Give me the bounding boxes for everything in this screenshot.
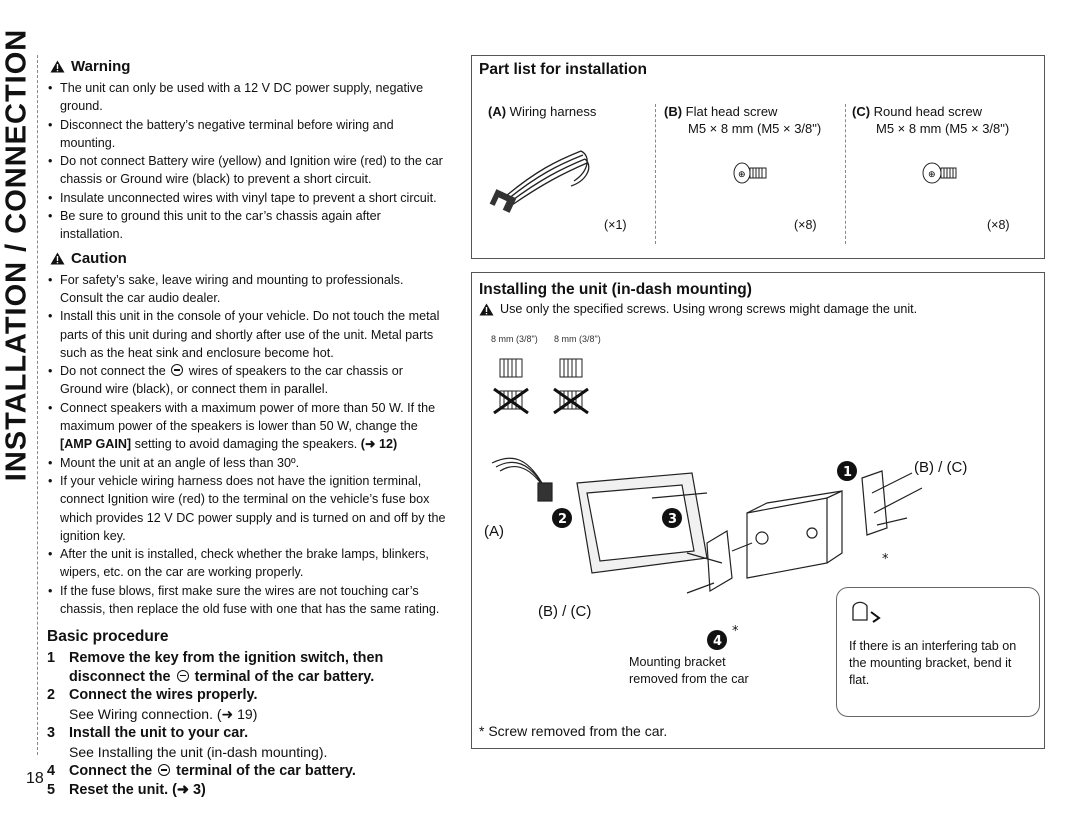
caution-icon bbox=[50, 252, 65, 265]
step-4: 4 Connect the terminal of the car battery. bbox=[47, 763, 356, 780]
list-item: • Mount the unit at an angle of less than 30º. bbox=[47, 454, 447, 472]
list-item: • Disconnect the battery’s negative terminal before wiring and mounting. bbox=[47, 116, 447, 153]
install-box bbox=[471, 272, 1045, 749]
warning-list bbox=[47, 79, 447, 244]
minus-terminal-icon bbox=[171, 364, 183, 376]
bracket-caption: Mounting bracket removed from the car bbox=[629, 655, 749, 686]
list-item: • If the fuse blows, first make sure the wires are not touching car’s chassis, then replace the old fuse with one that has the same rating. bbox=[47, 582, 447, 619]
step-3: 3 Install the unit to your car. See Installing the unit (in-dash mounting). bbox=[47, 725, 328, 760]
part-c: (C) Round head screw M5 × 8 mm (M5 × 3/8") bbox=[852, 104, 1010, 136]
svg-text:⊕: ⊕ bbox=[928, 170, 936, 180]
step-marker: 3 bbox=[668, 512, 678, 527]
divider bbox=[655, 104, 656, 244]
part-b: (B) Flat head screw M5 × 8 mm (M5 × 3/8") bbox=[664, 104, 822, 136]
step-5: 5 Reset the unit. (➜ 3) bbox=[47, 781, 206, 798]
step-1: 1 Remove the key from the ignition switch, then disconnect the terminal of the car battery. bbox=[47, 650, 384, 685]
list-item: • If your vehicle wiring harness does not have the ignition terminal, connect Ignition wire (red) to the terminal on the vehicle’s fuse box which provides 12 V DC power supply and is turned on and off by the ignition key. bbox=[47, 472, 447, 545]
warning-heading: Warning bbox=[50, 58, 447, 75]
label-b-c-top: (B) / (C) bbox=[914, 459, 968, 476]
list-item: • Install this unit in the console of your vehicle. Do not touch the metal parts of this unit during and shortly after use of the unit. Metal parts such as the heat sink and enclosure become hot. bbox=[47, 307, 447, 362]
wiring-harness-image bbox=[486, 141, 596, 226]
install-title: Installing the unit (in-dash mounting) bbox=[479, 281, 752, 298]
list-item: • After the unit is installed, check whether the brake lamps, blinkers, wipers, etc. on the car are working properly. bbox=[47, 545, 447, 582]
list-item: • Connect speakers with a maximum power of more than 50 W. If the maximum power of the speakers is lower than 50 W, change the [AMP GAIN] setting to avoid damaging the speakers. (➜ 12) bbox=[47, 399, 447, 454]
screw-comparison-image bbox=[492, 351, 642, 421]
step-marker: 1 bbox=[843, 465, 853, 480]
caution-list bbox=[47, 271, 447, 619]
label-b-c-left: (B) / (C) bbox=[538, 603, 592, 620]
bent-tab-icon bbox=[849, 598, 885, 626]
list-item: • Do not connect the wires of speakers to the car chassis or Ground wire (black), or connect them in parallel. bbox=[47, 362, 447, 399]
tab-note-callout bbox=[836, 587, 1040, 717]
minus-terminal-icon bbox=[158, 764, 170, 776]
round-head-screw-icon bbox=[922, 161, 962, 185]
left-column bbox=[47, 56, 447, 799]
part-list-box bbox=[471, 55, 1045, 259]
screw-note: Use only the specified screws. Using wrong screws might damage the unit. bbox=[479, 301, 917, 318]
divider bbox=[37, 55, 38, 755]
part-a: (A) Wiring harness bbox=[488, 104, 597, 119]
step-2: 2 Connect the wires properly. See Wiring connection. (➜ 19) bbox=[47, 687, 258, 722]
caution-icon bbox=[479, 303, 494, 316]
basic-procedure-title: Basic procedure bbox=[47, 628, 169, 646]
divider bbox=[845, 104, 846, 244]
caution-heading: Caution bbox=[50, 250, 447, 267]
list-item: • For safety’s sake, leave wiring and mounting to professionals. Consult the car audio dealer. bbox=[47, 271, 447, 308]
section-sidebar bbox=[0, 28, 34, 482]
svg-text:⊕: ⊕ bbox=[738, 170, 746, 180]
list-item: • Be sure to ground this unit to the car’s chassis again after installation. bbox=[47, 207, 447, 244]
flat-head-screw-icon bbox=[732, 161, 772, 185]
footnote: * Screw removed from the car. bbox=[479, 723, 668, 739]
screw-star-marker: * bbox=[732, 624, 739, 639]
label-a: (A) bbox=[484, 523, 504, 540]
part-b-quantity: (×8) bbox=[794, 218, 817, 232]
tab-note: If there is an interfering tab on the mounting bracket, bend it flat. bbox=[849, 639, 1017, 687]
section-title: INSTALLATION / CONNECTION bbox=[0, 28, 33, 482]
step-marker: 2 bbox=[558, 512, 568, 527]
page-number: 18 bbox=[26, 770, 44, 787]
list-item: • Insulate unconnected wires with vinyl tape to prevent a short circuit. bbox=[47, 189, 447, 207]
screw-size-label: 8 mm (3/8") bbox=[491, 334, 538, 344]
list-item: • The unit can only be used with a 12 V DC power supply, negative ground. bbox=[47, 79, 447, 116]
part-list-title: Part list for installation bbox=[479, 61, 647, 78]
minus-terminal-icon bbox=[177, 670, 189, 682]
list-item: • Do not connect Battery wire (yellow) and Ignition wire (red) to the car chassis or Ground wire (black) to prevent a short circuit. bbox=[47, 152, 447, 189]
warning-icon bbox=[50, 60, 65, 73]
part-c-quantity: (×8) bbox=[987, 218, 1010, 232]
screw-star-marker: * bbox=[882, 552, 889, 567]
screw-size-label: 8 mm (3/8") bbox=[554, 334, 601, 344]
part-a-quantity: (×1) bbox=[604, 218, 627, 232]
step-marker: 4 bbox=[713, 634, 723, 649]
